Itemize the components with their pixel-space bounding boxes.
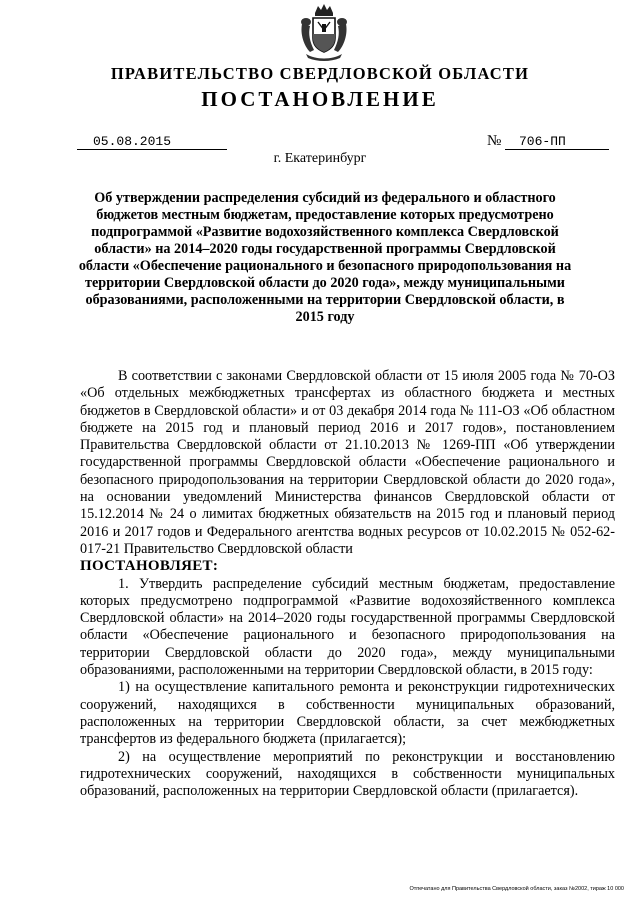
document-date: 05.08.2015: [77, 134, 227, 150]
document-number: 706-ПП: [505, 134, 609, 150]
clause-1-1: 1) на осуществление капитального ремонта и реконструкции гидротехнических сооружений, находящихся в собственности муниципальных образований, расположенных на территории Свердловской области, за счет межбюджетных трансфертов из федерального бюджета (прилагается);: [80, 679, 615, 748]
document-title: Об утверждении распределения субсидий из федерального и областного бюджетов местным бюджетам, предоставление которых предусмотрено подпрограммой «Развитие водохозяйственного комплекса Свердловской области» на 2014–2020 годы государственной программы Свердловской области «Обеспечение рационального и безопасного природопользования на территории Свердловской области до 2020 года», между муниципальными образованиями, расположенными на территории Свердловской области, в 2015 году: [78, 190, 572, 325]
document-type-heading: ПОСТАНОВЛЕНИЕ: [201, 87, 439, 111]
clause-1: 1. Утвердить распределение субсидий местным бюджетам, предоставление которых предусмотрено подпрограммой «Развитие водохозяйственного комплекса Свердловской области» на 2014–2020 годы государственной программы Свердловской области «Обеспечение рационального и безопасного природопользования на территории Свердловской области до 2020 года», между муниципальными образованиями, расположенными на территории Свердловской области, в 2015 году:: [80, 575, 615, 679]
clause-1-2: 2) на осуществление мероприятий по реконструкции и восстановлению гидротехнических сооружений, находящихся в собственности муниципальных образований, расположенных на территории Свердловской области (прилагается).: [80, 748, 615, 800]
city-line: г. Екатеринбург: [273, 151, 367, 166]
document-body: [80, 368, 615, 800]
coat-of-arms-emblem: [298, 4, 350, 62]
preamble-paragraph: В соответствии с законами Свердловской области от 15 июля 2005 года № 70-ОЗ «Об отдельных межбюджетных трансфертах из областного бюджета и местных бюджетов в Свердловской области» и от 03 декабря 2014 года № 111-ОЗ «Об областном бюджете на 2015 год и плановый период 2016 и 2017 годов», постановлением Правительства Свердловской области от 21.10.2013 № 1269-ПП «Об утверждении государственной программы Свердловской области «Обеспечение рационального и безопасного природопользования на территории Свердловской области до 2020 года», на основании уведомлений Министерства финансов Свердловской области от 15.12.2014 № 24 о лимитах бюджетных обязательств на 2015 год и плановый период 2016 и 2017 годов и Федерального агентства водных ресурсов от 10.02.2015 № 052-62-017-21 Правительство Свердловской области: [80, 368, 615, 557]
decree-keyword: ПОСТАНОВЛЯЕТ:: [80, 558, 219, 575]
print-footer-note: Отпечатано для Правительства Свердловской области, заказ №2002, тираж 10 000: [409, 886, 624, 892]
number-sign: №: [487, 133, 502, 149]
government-heading: ПРАВИТЕЛЬСТВО СВЕРДЛОВСКОЙ ОБЛАСТИ: [110, 64, 530, 83]
